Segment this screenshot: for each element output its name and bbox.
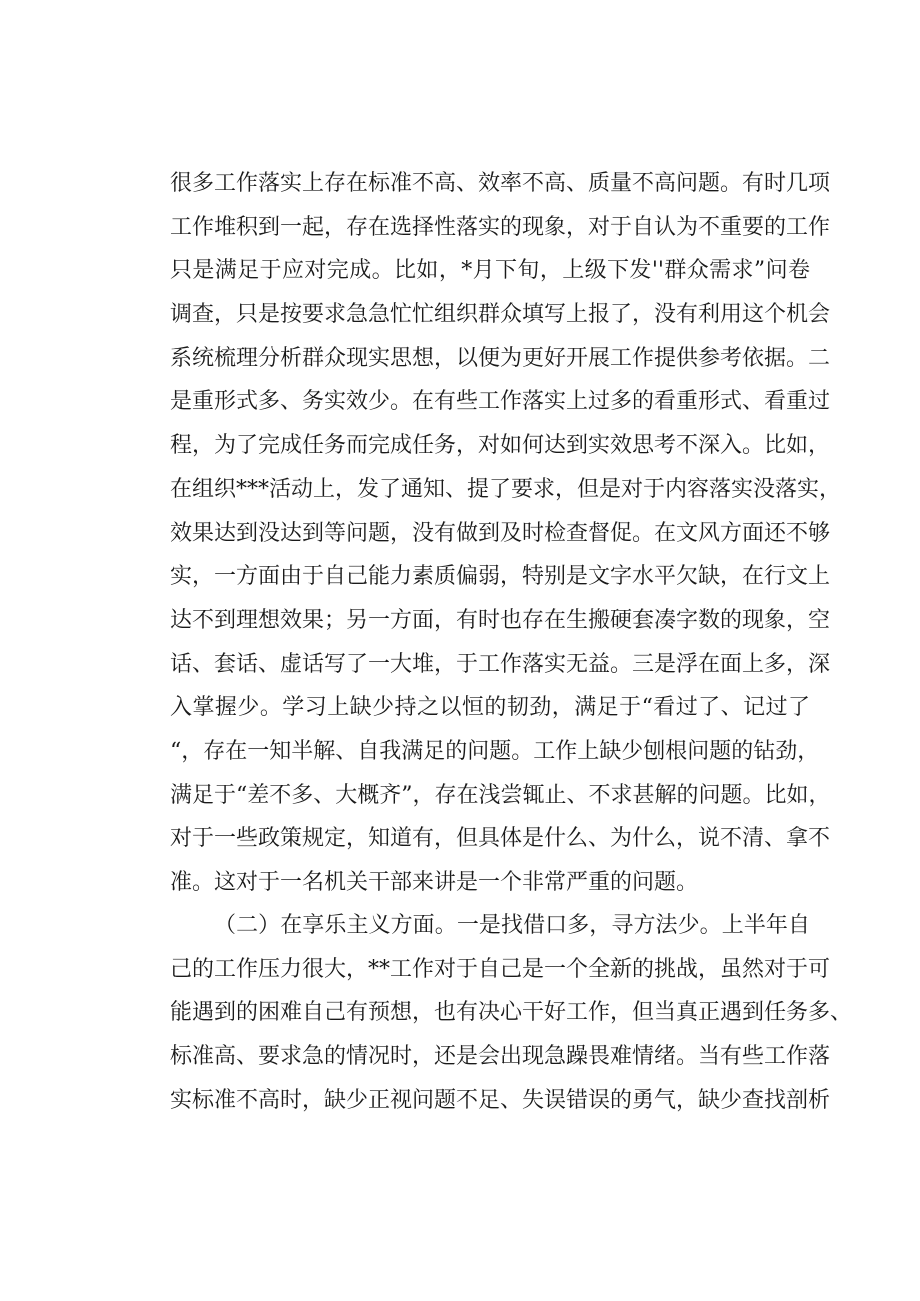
paragraph-line: 实，一方面由于自己能力素质偏弱，特别是文字水平欠缺，在行文上: [170, 564, 831, 590]
paragraph-line: 能遇到的困难自己有预想，也有决心干好工作，但当真正遇到任务多、: [170, 1000, 853, 1026]
paragraph-line: 准。这对于一名机关干部来讲是一个非常严重的问题。: [170, 870, 699, 895]
paragraph-line: 在组织***活动上，发了通知、提了要求，但是对于内容落实没落实，: [170, 476, 842, 502]
paragraph-line: 实标准不高时，缺少正视问题不足、失误错误的勇气，缺少查找剖析: [170, 1087, 831, 1113]
paragraph-line: 满足于“差不多、大概齐”，存在浅尝辄止、不求甚解的问题。比如，: [170, 782, 831, 808]
paragraph-line: 只是满足于应对完成。比如，*月下旬，上级下发''群众需求”问卷: [170, 258, 810, 284]
paragraph-line: 系统梳理分析群众现实思想，以便为更好开展工作提供参考依据。二: [170, 345, 831, 371]
paragraph-line: 对于一些政策规定，知道有，但具体是什么、为什么，说不清、拿不: [170, 826, 831, 852]
paragraph-line: 标准高、要求急的情况时，还是会出现急躁畏难情绪。当有些工作落: [170, 1044, 831, 1070]
paragraph-2: [170, 904, 853, 1122]
paragraph-line: （二）在享乐主义方面。一是找借口多，寻方法少。上半年自: [214, 913, 810, 938]
paragraph-line: 程，为了完成任务而完成任务，对如何达到实效思考不深入。比如，: [170, 433, 831, 459]
paragraph-line: 是重形式多、务实效少。在有些工作落实上过多的看重形式、看重过: [170, 389, 831, 415]
paragraph-line: 达不到理想效果；另一方面，有时也存在生搬硬套凑字数的现象，空: [170, 607, 831, 633]
paragraph-line: 很多工作落实上存在标准不高、效率不高、质量不高问题。有时几项: [170, 171, 831, 196]
paragraph-line: 入掌握少。学习上缺少持之以恒的韧劲，满足于“看过了、记过了: [170, 695, 810, 721]
paragraph-1: [170, 162, 842, 905]
paragraph-line: 话、套话、虚话写了一大堆，于工作落实无益。三是浮在面上多，深: [170, 651, 831, 677]
paragraph-line: 效果达到没达到等问题，没有做到及时检查督促。在文风方面还不够: [170, 520, 831, 546]
paragraph-line: 己的工作压力很大，**工作对于自己是一个全新的挑战，虽然对于可: [170, 956, 831, 982]
paragraph-line: “，存在一知半解、自我满足的问题。工作上缺少刨根问题的钻劲，: [170, 738, 820, 764]
paragraph-line: 调查，只是按要求急急忙忙组织群众填写上报了，没有利用这个机会: [170, 302, 831, 328]
paragraph-line: 工作堆积到一起，存在选择性落实的现象，对于自认为不重要的工作: [170, 214, 831, 240]
